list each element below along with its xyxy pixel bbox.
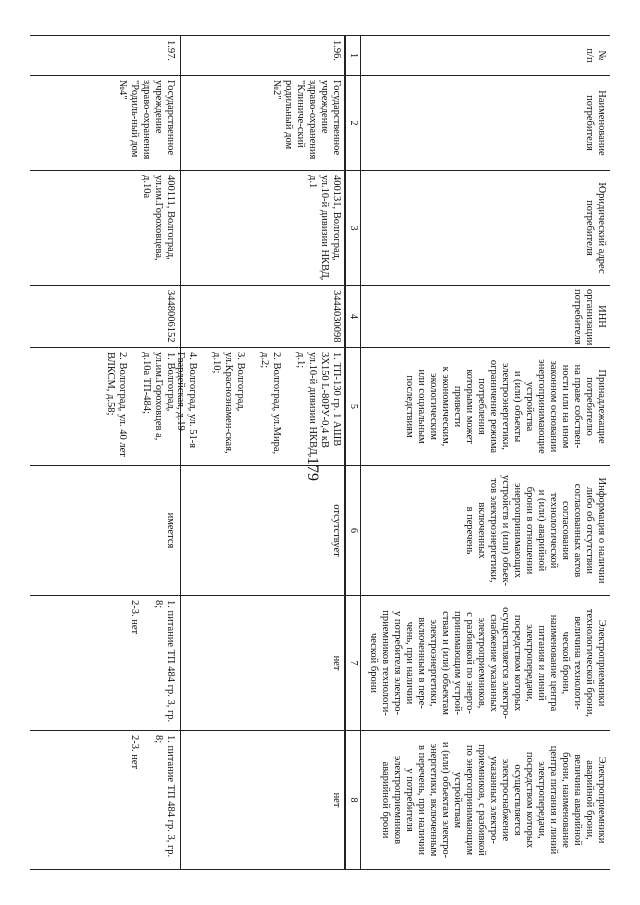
- column-inn: [30, 285, 610, 347]
- header-tech-reserve: Электроприемники технологической брони, величина технологи- ческой брони, наименование центра питания и линий электропередачи, посредством которых осуществляется электро- снабжение указанных электроприемников, с разбивкой по энерго- принимающим устрой- ствам и (или) объектам электроэнергетики, включенным в пере- чень, при наличии у потребителя электро- приемников технологи- ческой брони: [360, 596, 610, 730]
- header-emergency-reserve: Электроприемники аварийной брони, величина аварийной брони, наименование центра питания и линий электропередачи, посредством которых осуществляется электроснабжение указанных электро- приемников, с разбивкой по энергопринимающим устройствам и (или) объектам электро- энергетики, включенным в перечень, при наличии у потребителя электроприемников аварийной брони: [360, 731, 610, 869]
- column-index-5: 5: [344, 348, 360, 465]
- row-2-address: 400111, Волгоград, ул.им.Гороховцева, д.10а: [141, 175, 176, 261]
- column-name: [30, 75, 610, 170]
- row-2-devices: 1. Волгоград, ул.им.Гороховцев а, д.10а ТП-484; 2. Волгоград, ул. 40 лет ВЛКСМ, д.58;: [105, 352, 176, 457]
- header-inn: ИНН организации потребителя: [360, 286, 610, 347]
- column-number: [30, 35, 610, 75]
- column-index-4: 4: [344, 286, 360, 347]
- row-1-tech-reserve: нет: [180, 596, 346, 730]
- row-1-inn: 3444030098: [180, 286, 346, 347]
- column-emergency-reserve: [30, 730, 610, 870]
- column-address: [30, 170, 610, 285]
- row-2-emergency-reserve: 1. питание ТП 484 гр. 3, гр. 8; 2-3. нет: [129, 735, 176, 858]
- column-index-6: 6: [344, 466, 360, 595]
- header-devices: Принадлежащие потребителю на праве собствен- ности или на ином законном основании энергопринимающие устройства и (или) объекты электроэнергетики, ограничение режима потребления которыми может привести к экономическим, экологическим или социальным последствиям: [360, 348, 610, 465]
- page-number: 179: [304, 457, 321, 481]
- column-tech-reserve: [30, 595, 610, 730]
- row-1-devices: 1. ТП-130 гр. 1 АШВ 3Х150 L-80РУ-0,4 кВ ул.10-й дивизии НКВД, д.1; 2. Волгоград, ул.Мира, д.2; 3. Волгоград, ул.Краснознамен-ская, д.10; 4. Волгоград, ул. 51-я Гвардейская, д.19: [180, 348, 346, 465]
- row-1-emergency-reserve: нет: [180, 731, 346, 869]
- consumer-table: [30, 35, 610, 870]
- row-2-tech-reserve: 1. питание ТП 484 гр. 3, гр. 8; 2-3. нет: [129, 600, 176, 723]
- column-index-3: 3: [344, 171, 360, 285]
- row-1-address: 400131, Волгоград, ул.10-й дивизии НКВД, д.1: [180, 171, 346, 285]
- header-acts: Информация о наличии либо об отсутствии согласованных актов согласования технологической и (или) аварийной брони в отношении энергопринимающих устройств и (или) объек- тов электроэнергетики, включенных в перечень: [360, 466, 610, 595]
- header-number: № п/п: [360, 36, 610, 75]
- column-index-8: 8: [344, 731, 360, 869]
- row-1-name: Государственное учреждение здраво-охранения "Клиниче-ский родильный дом №2": [180, 76, 346, 170]
- row-2-number: 1.97.: [165, 40, 176, 61]
- header-address: Юридический адрес потребителя: [360, 171, 610, 285]
- row-2-inn: 3448006152: [165, 290, 176, 343]
- column-index-7: 7: [344, 596, 360, 730]
- row-2-acts: имеется: [165, 512, 176, 549]
- row-1-acts: отсутствует: [180, 466, 346, 595]
- row-2-name: Государственное учреждение здраво-охранения "Родиль-ный дом №4": [117, 80, 176, 160]
- column-acts: [30, 465, 610, 595]
- column-devices: [30, 347, 610, 465]
- column-index-2: 2: [344, 76, 360, 170]
- row-1-number: 1.96.: [180, 36, 346, 75]
- column-index-1: 1: [344, 36, 360, 75]
- header-name: Наименование потребителя: [360, 76, 610, 170]
